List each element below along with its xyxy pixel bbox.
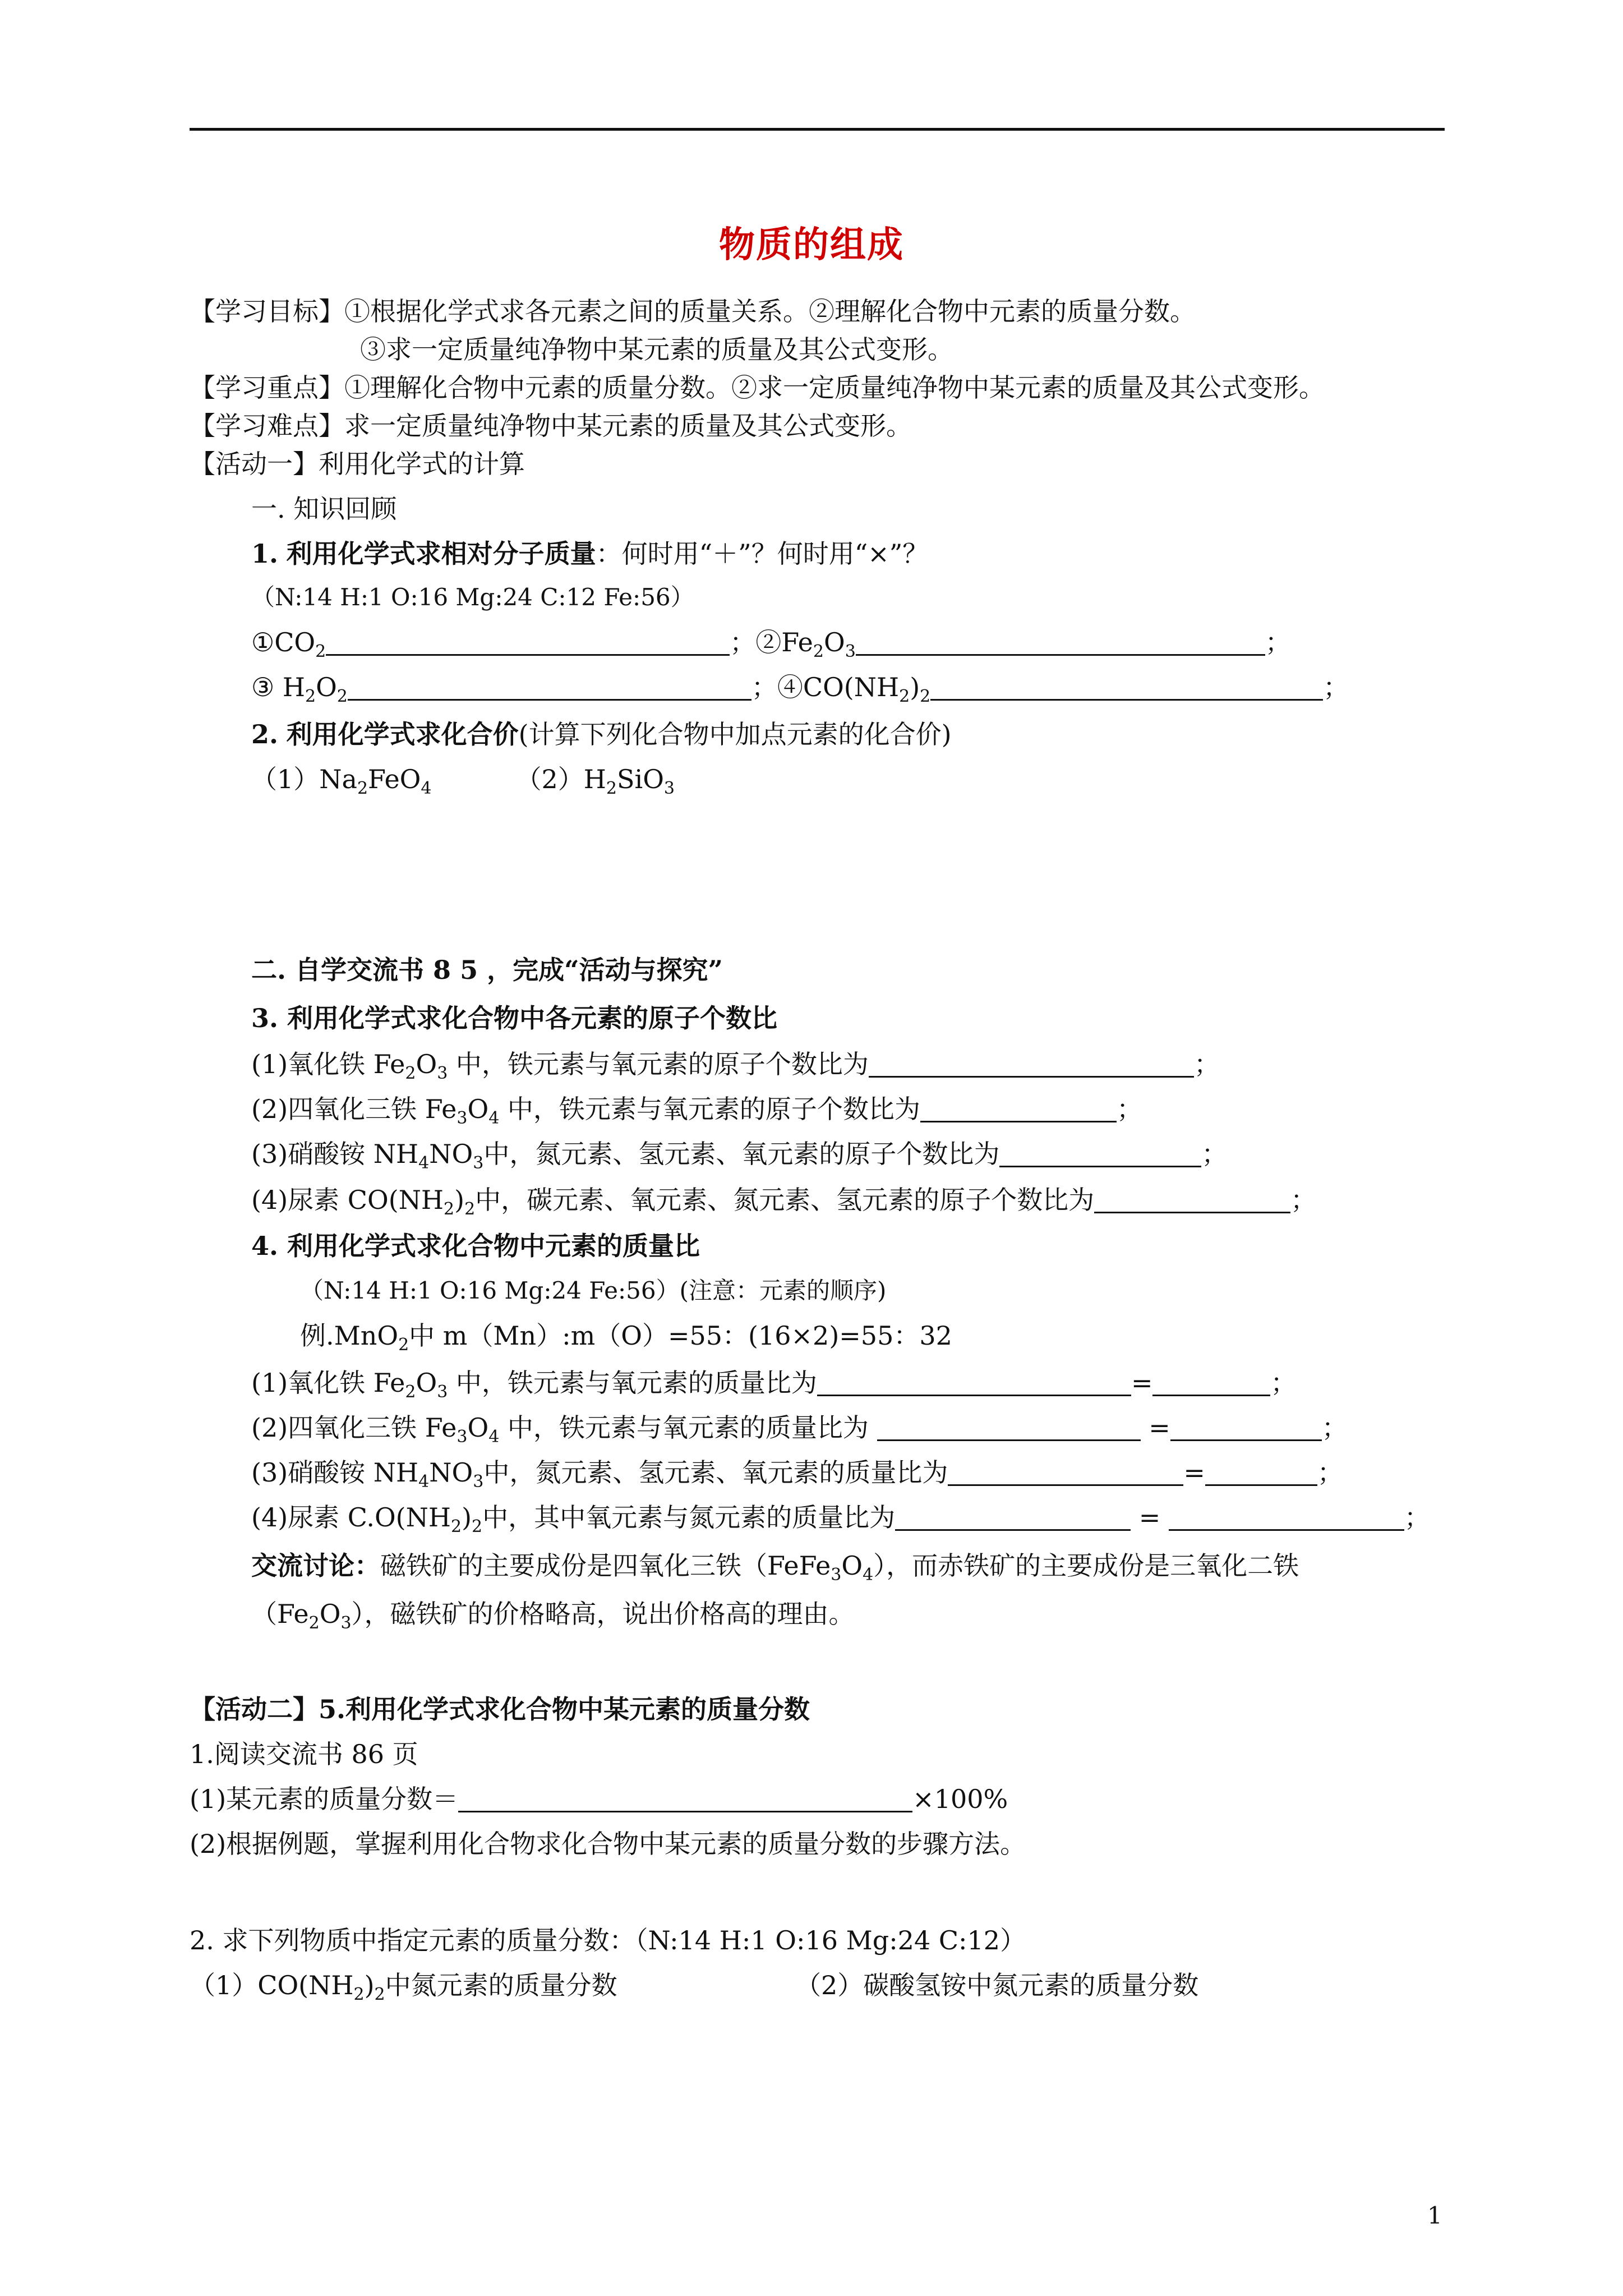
mass-fraction-formula: (1)某元素的质量分数＝ ×100%: [190, 1784, 1008, 1814]
answer-blank[interactable]: [869, 1049, 1194, 1078]
question-4: 4. 利用化学式求化合物中元素的质量比: [251, 1231, 700, 1261]
answer-blank[interactable]: [348, 672, 751, 701]
keypoints-line: 【学习重点】①理解化合物中元素的质量分数。②求一定质量纯净物中某元素的质量及其公式变形。: [190, 372, 1325, 403]
answer-blank[interactable]: [920, 1094, 1117, 1122]
answer-blank[interactable]: [877, 1412, 1141, 1441]
goals-line-2: ③求一定质量纯净物中某元素的质量及其公式变形。: [360, 334, 953, 365]
q4-item-4: (4)尿素 $C.O(NH_2)_2$中，其中氧元素与氮元素的质量比为 = ；: [251, 1502, 1430, 1536]
answer-blank[interactable]: [326, 627, 730, 656]
answer-blank[interactable]: [948, 1457, 1183, 1486]
answer-blank[interactable]: [1169, 1502, 1404, 1531]
atomic-masses-2: （N:14 H:1 O:16 Mg:24 Fe:56）(注意：元素的顺序): [300, 1277, 887, 1304]
answer-blank[interactable]: [856, 627, 1265, 656]
activity2-heading: 【活动二】5.利用化学式求化合物中某元素的质量分数: [190, 1694, 810, 1724]
answer-blank[interactable]: [817, 1368, 1131, 1396]
answer-blank[interactable]: [1152, 1368, 1270, 1396]
answer-blank[interactable]: [930, 672, 1323, 701]
formula-row-2: ③ $H_2O_2$ ；$④CO(NH_2)_2$ ；: [251, 672, 1349, 706]
page-title: 物质的组成: [719, 224, 904, 266]
activity2-step-1: 1.阅读交流书 86 页: [190, 1739, 418, 1769]
activity2-item-2: （2）碳酸氢铵中氮元素的质量分数: [795, 1970, 1199, 2000]
formula-row-1: $①CO_2$ ；$②Fe_2O_3$ ；: [251, 627, 1291, 661]
discussion-line-2: $(Fe_2O_3)$，磁铁矿的价格略高，说出价格高的理由。: [251, 1599, 855, 1633]
question-1: 1. 利用化学式求相对分子质量：何时用“＋”？何时用“×”？: [251, 539, 929, 569]
q3-item-3: (3)硝酸铵 $NH_4NO_3$中，氮元素、氢元素、氧元素的原子个数比为 ；: [251, 1139, 1228, 1173]
atomic-masses-1: （N:14 H:1 O:16 Mg:24 C:12 Fe:56）: [251, 583, 694, 611]
answer-blank[interactable]: [1205, 1457, 1317, 1486]
example-line: 例.MnO$_2$中 m（Mn）:m（O）=55：(16×2)=55：32: [300, 1320, 952, 1355]
answer-blank[interactable]: [999, 1139, 1201, 1167]
activity1-heading: 【活动一】利用化学式的计算: [190, 449, 525, 479]
q4-item-2: (2)四氧化三铁 $Fe_3O_4$ 中，铁元素与氧元素的质量比为 = ；: [251, 1412, 1348, 1447]
answer-blank[interactable]: [895, 1502, 1131, 1531]
q3-item-4: (4)尿素 $CO(NH_2)_2$中，碳元素、氧元素、氮元素、氢元素的原子个数比为 ；: [251, 1185, 1317, 1219]
answer-blank[interactable]: [1094, 1185, 1290, 1213]
activity2-step-2: 2. 求下列物质中指定元素的质量分数：（N:14 H:1 O:16 Mg:24 C:12）: [190, 1925, 1026, 1955]
difficulty-line: 【学习难点】求一定质量纯净物中某元素的质量及其公式变形。: [190, 411, 912, 441]
activity2-item-1: $(1)CO(NH_2)_2$中氮元素的质量分数: [190, 1970, 617, 2004]
discussion-line-1: 交流讨论：磁铁矿的主要成份是四氧化三铁$(FeFe_3O_4)$，而赤铁矿的主要成份是三氧化二铁: [251, 1550, 1299, 1585]
activity2-step-1b: (2)根据例题，掌握利用化合物求化合物中某元素的质量分数的步骤方法。: [190, 1829, 1026, 1859]
q3-item-1: (1)氧化铁 $Fe_2O_3$ 中，铁元素与氧元素的原子个数比为 ；: [251, 1049, 1220, 1083]
question-2: 2. 利用化学式求化合价(计算下列化合物中加点元素的化合价): [251, 719, 952, 749]
answer-blank[interactable]: [458, 1784, 912, 1812]
page-number: 1: [1427, 2202, 1442, 2229]
answer-blank[interactable]: [1170, 1412, 1322, 1441]
goals-line-1: 【学习目标】①根据化学式求各元素之间的质量关系。②理解化合物中元素的质量分数。: [190, 296, 1196, 326]
review-heading: 一. 知识回顾: [251, 494, 397, 524]
q4-item-1: (1)氧化铁 $Fe_2O_3$ 中，铁元素与氧元素的质量比为 = ；: [251, 1368, 1297, 1402]
q4-item-3: (3)硝酸铵 $NH_4NO_3$中，氮元素、氢元素、氧元素的质量比为 = ；: [251, 1457, 1343, 1492]
valence-compounds: $(1)Na_2FeO_4$ $(2)H_2SiO_3$: [251, 764, 675, 798]
question-3: 3. 利用化学式求化合物中各元素的原子个数比: [251, 1003, 778, 1033]
header-rule: [190, 128, 1445, 131]
section-2-heading: 二. 自学交流书 8 5 ，完成“活动与探究”: [251, 955, 723, 985]
q3-item-2: (2)四氧化三铁 $Fe_3O_4$ 中，铁元素与氧元素的原子个数比为 ；: [251, 1094, 1142, 1128]
